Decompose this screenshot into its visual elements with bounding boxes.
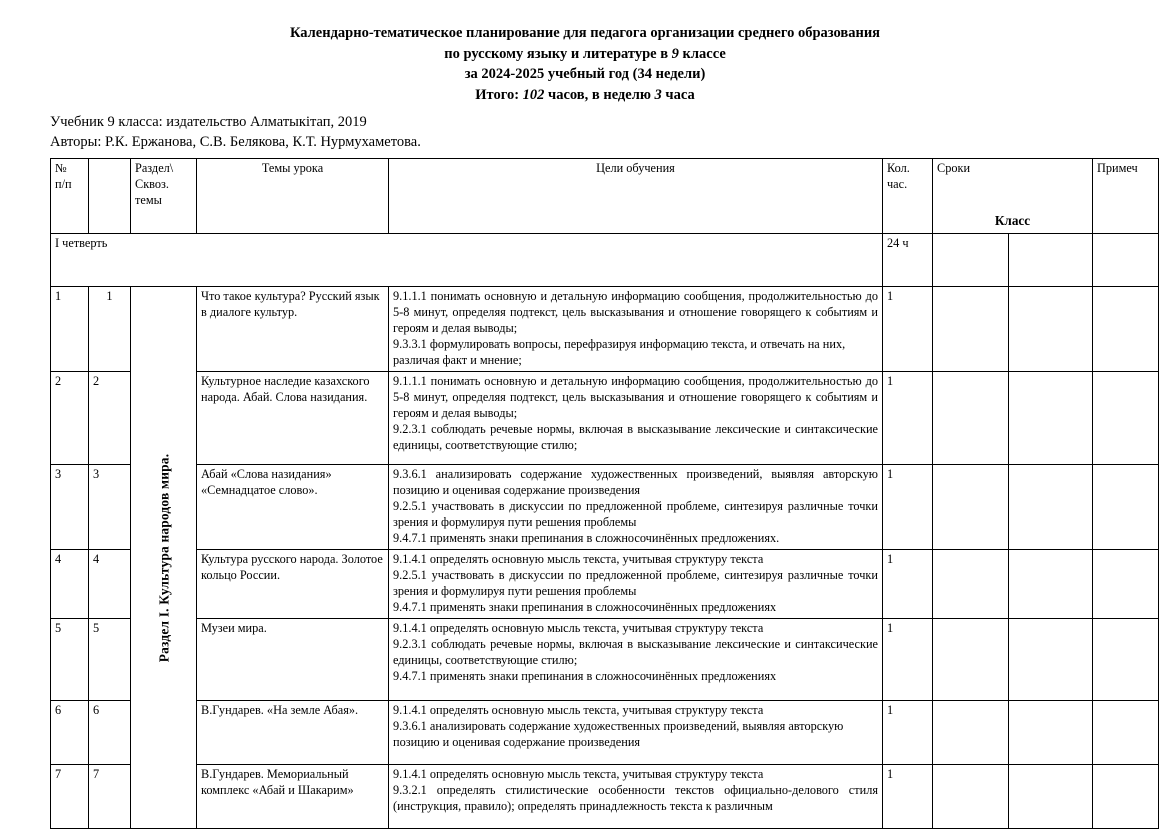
goal-item: 9.2.5.1 участвовать в дискуссии по предложенной проблеме, синтезируя различные точки зрения и формулируя пути решения проблемы <box>393 499 878 530</box>
header-primech: Примеч <box>1093 159 1159 234</box>
row-sroki-1 <box>933 700 1009 764</box>
row-topic: В.Гундарев. Мемориальный комплекс «Абай и Шакарим» <box>197 764 389 828</box>
title-line-4-suffix: часа <box>661 86 695 103</box>
row-primech <box>1093 700 1159 764</box>
row-subnumber: 4 <box>89 550 131 619</box>
row-number: 2 <box>51 372 89 465</box>
row-subnumber: 2 <box>89 372 131 465</box>
row-hours: 1 <box>883 764 933 828</box>
quarter-primech <box>1093 234 1159 287</box>
quarter-sroki-2 <box>1009 234 1093 287</box>
section-vertical-label: Раздел I. Культура народов мира. <box>155 453 171 662</box>
row-sroki-2 <box>1009 764 1093 828</box>
document-title <box>50 23 1120 105</box>
authors-line: Авторы: Р.К. Ержанова, С.В. Белякова, К.Т. Нурмухаметова. <box>50 133 421 150</box>
title-line-2 <box>50 44 1120 65</box>
row-hours: 1 <box>883 618 933 700</box>
row-topic: Абай «Слова назидания» «Семнадцатое слово». <box>197 465 389 550</box>
row-primech <box>1093 465 1159 550</box>
header-sroki-label: Сроки <box>937 161 971 176</box>
row-hours: 1 <box>883 287 933 372</box>
row-number: 1 <box>51 287 89 372</box>
title-total-hours: 102 <box>522 86 545 103</box>
title-line-2-suffix: классе <box>678 45 726 62</box>
quarter-hours: 24 ч <box>883 234 933 287</box>
table-row <box>51 700 1159 764</box>
row-topic: В.Гундарев. «На земле Абая». <box>197 700 389 764</box>
table-row <box>51 287 1159 372</box>
row-topic: Музеи мира. <box>197 618 389 700</box>
row-goals <box>389 287 883 372</box>
row-sroki-2 <box>1009 700 1093 764</box>
header-num <box>51 159 89 234</box>
row-goals <box>389 764 883 828</box>
table-row <box>51 465 1159 550</box>
textbook-line: Учебник 9 класса: издательство Алматыкітап, 2019 <box>50 114 367 131</box>
quarter-row <box>51 234 1159 287</box>
title-line-4-prefix: Итого: <box>475 86 523 103</box>
row-subnumber: 5 <box>89 618 131 700</box>
header-kol <box>883 159 933 234</box>
row-sroki-1 <box>933 372 1009 465</box>
row-subnumber: 7 <box>89 764 131 828</box>
row-subnumber: 1 <box>89 287 131 372</box>
header-temy: Темы урока <box>197 159 389 234</box>
goal-item: 9.3.6.1 анализировать содержание художественных произведений, выявляя авторскую позицию и оценивая содержание произведения <box>393 467 878 498</box>
goal-item: 9.1.4.1 определять основную мысль текста, учитывая структуру текста <box>393 766 764 781</box>
goal-item: 9.1.1.1 понимать основную и детальную информацию сообщения, продолжительностью до 5-8 минут, определяя подтекст, цель высказывания и отношение говорящего к событиям и героям и делая выводы; <box>393 289 878 336</box>
table-row <box>51 764 1159 828</box>
row-subnumber: 3 <box>89 465 131 550</box>
goal-item: 9.1.4.1 определять основную мысль текста, учитывая структуру текста <box>393 620 764 635</box>
goal-item: 9.2.3.1 соблюдать речевые нормы, включая в высказывание лексические и синтаксические единицы, соответствующие стилю; <box>393 422 878 453</box>
quarter-label: I четверть <box>51 234 883 287</box>
row-goals <box>389 465 883 550</box>
title-line-4-mid: часов, в неделю <box>544 86 655 103</box>
row-hours: 1 <box>883 700 933 764</box>
goal-item: 9.2.5.1 участвовать в дискуссии по предложенной проблеме, синтезируя различные точки зрения и формулируя пути решения проблемы <box>393 567 878 598</box>
header-subnum <box>89 159 131 234</box>
document-subinfo <box>50 113 1120 152</box>
row-topic: Культурное наследие казахского народа. Абай. Слова назидания. <box>197 372 389 465</box>
planning-table <box>50 158 1159 829</box>
row-hours: 1 <box>883 550 933 619</box>
row-primech <box>1093 764 1159 828</box>
header-kol-line2: час. <box>887 177 908 192</box>
row-sroki-2 <box>1009 618 1093 700</box>
header-razdel-line3: темы <box>135 193 162 208</box>
title-line-2-grade: 9 <box>671 45 679 62</box>
row-number: 3 <box>51 465 89 550</box>
row-sroki-2 <box>1009 550 1093 619</box>
title-line-2-prefix: по русскому языку и литературе в <box>444 45 672 62</box>
table-row <box>51 550 1159 619</box>
row-hours: 1 <box>883 465 933 550</box>
header-razdel-line2: Сквоз. <box>135 177 169 192</box>
row-sroki-1 <box>933 764 1009 828</box>
table-row <box>51 372 1159 465</box>
row-primech <box>1093 550 1159 619</box>
title-line-3: за 2024-2025 учебный год (34 недели) <box>464 66 706 83</box>
row-number: 4 <box>51 550 89 619</box>
goal-item: 9.2.3.1 соблюдать речевые нормы, включая в высказывание лексические и синтаксические единицы, соответствующие стилю; <box>393 636 878 667</box>
row-sroki-2 <box>1009 465 1093 550</box>
row-sroki-1 <box>933 287 1009 372</box>
row-sroki-1 <box>933 618 1009 700</box>
row-primech <box>1093 372 1159 465</box>
row-primech <box>1093 618 1159 700</box>
quarter-sroki-1 <box>933 234 1009 287</box>
header-razdel <box>131 159 197 234</box>
row-primech <box>1093 287 1159 372</box>
title-line-1: Календарно-тематическое планирование для педагога организации среднего образования <box>289 25 881 41</box>
goal-item: 9.1.1.1 понимать основную и детальную информацию сообщения, продолжительностью до 5-8 минут, определяя подтекст, цель высказывания и отношение говорящего к событиям и героям и делая выводы; <box>393 374 878 421</box>
row-hours: 1 <box>883 372 933 465</box>
row-sroki-1 <box>933 465 1009 550</box>
row-goals <box>389 700 883 764</box>
header-kol-line1: Кол. <box>887 161 910 176</box>
row-goals <box>389 618 883 700</box>
header-celi: Цели обучения <box>389 159 883 234</box>
goal-item: 9.3.2.1 определять стилистические особенности текстов официально-делового стиля (инструкция, правило); определять принадлежность текста к различным <box>393 782 878 813</box>
goal-item: 9.1.4.1 определять основную мысль текста, учитывая структуру текста <box>393 702 764 717</box>
row-number: 7 <box>51 764 89 828</box>
header-klass: Класс <box>994 213 1031 228</box>
title-line-4 <box>50 85 1120 106</box>
header-num-line2: п/п <box>55 177 72 192</box>
row-goals <box>389 550 883 619</box>
header-num-line1: № <box>55 161 67 176</box>
table-header-row <box>51 159 1159 234</box>
title-weekly-hours: 3 <box>654 86 662 103</box>
row-sroki-2 <box>1009 372 1093 465</box>
goal-item: 9.4.7.1 применять знаки препинания в сложносочинённых предложениях. <box>393 531 780 546</box>
row-sroki-2 <box>1009 287 1093 372</box>
goal-item: 9.4.7.1 применять знаки препинания в сложносочинённых предложениях <box>393 668 777 683</box>
header-sroki <box>933 159 1093 234</box>
goal-item: 9.3.6.1 анализировать содержание художественных произведений, выявляя авторскую позицию и оценивая содержание произведения <box>393 718 844 749</box>
section-vertical-cell <box>131 287 197 829</box>
goal-item: 9.3.3.1 формулировать вопросы, перефразируя информацию текста, и отвечать на них, различая факт и мнение; <box>393 337 846 368</box>
row-subnumber: 6 <box>89 700 131 764</box>
row-topic: Культура русского народа. Золотое кольцо России. <box>197 550 389 619</box>
goal-item: 9.4.7.1 применять знаки препинания в сложносочинённых предложениях <box>393 599 777 614</box>
table-row <box>51 618 1159 700</box>
row-topic: Что такое культура? Русский язык в диалоге культур. <box>197 287 389 372</box>
goal-item: 9.1.4.1 определять основную мысль текста, учитывая структуру текста <box>393 552 764 566</box>
row-goals <box>389 372 883 465</box>
row-sroki-1 <box>933 550 1009 619</box>
row-number: 5 <box>51 618 89 700</box>
row-number: 6 <box>51 700 89 764</box>
header-razdel-line1: Раздел\ <box>135 161 174 176</box>
